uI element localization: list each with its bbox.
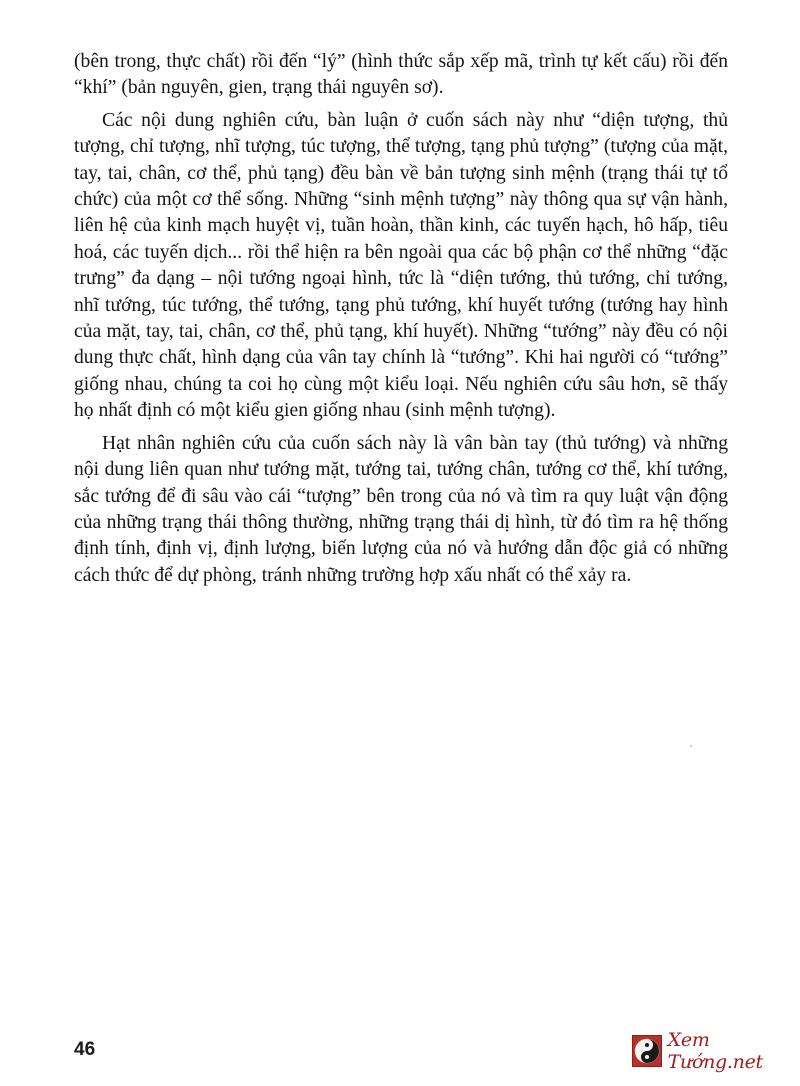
page-number: 46 [74, 1039, 96, 1060]
paragraph: Các nội dung nghiên cứu, bàn luận ở cuốn sách này như “diện tượng, thủ tượng, chỉ tượng, nhĩ tượng, túc tượng, thể tượng, tạng phủ tượng” (tượng của mặt, tay, tai, chân, cơ thể, phủ tạng) đều bàn về bản tượng sinh mệnh (trạng thái tự tổ chức) của một cơ thể sống. Những “sinh mệnh tượng” này thông qua sự vận hành, liên hệ của kinh mạch huyệt vị, tuần hoàn, thần kinh, các tuyến hạch, hô hấp, tiêu hoá, các tuyến dịch... rồi thể hiện ra bên ngoài qua các bộ phận cơ thể những “đặc trưng” đa dạng – nội tướng ngoại hình, tức là “diện tướng, thủ tướng, chỉ tướng, nhĩ tướng, túc tướng, thể tướng, tạng phủ tướng, khí huyết tướng (tướng hay hình của mặt, tay, tai, chân, cơ thể, phủ tạng, khí huyết). Những “tướng” này đều có nội dung thực chất, hình dạng của vân tay chính là “tướng”. Khi hai người có “tướng” giống nhau, chúng ta coi họ cùng một kiểu loại. Nếu nghiên cứu sâu hơn, sẽ thấy họ nhất định có một kiểu gien giống nhau (sinh mệnh tượng). [74, 109, 728, 422]
watermark-text: Xem Tướng.net [667, 1029, 763, 1073]
yin-yang-icon [632, 1035, 662, 1067]
paragraph: Hạt nhân nghiên cứu của cuốn sách này là vân bàn tay (thủ tướng) và những nội dung liên quan như tướng mặt, tướng tai, tướng chân, tướng cơ thể, khí tướng, sắc tướng để đi sâu vào cái “tượng” bên trong của nó và tìm ra quy luật vận động của những trạng thái thông thường, những trạng thái dị hình, từ đó tìm ra hệ thống định tính, định vị, định lượng, biến lượng của nó và hướng dẫn độc giả có những cách thức để dự phòng, tránh những trường hợp xấu nhất có thể xảy ra. [74, 432, 728, 586]
scan-speck [690, 745, 692, 747]
paragraph-continuation: (bên trong, thực chất) rồi đến “lý” (hình thức sắp xếp mã, trình tự kết cấu) rồi đến “khí” (bản nguyên, gien, trạng thái nguyên sơ). [74, 51, 728, 99]
watermark-logo [632, 1029, 800, 1073]
body-text [74, 49, 728, 589]
